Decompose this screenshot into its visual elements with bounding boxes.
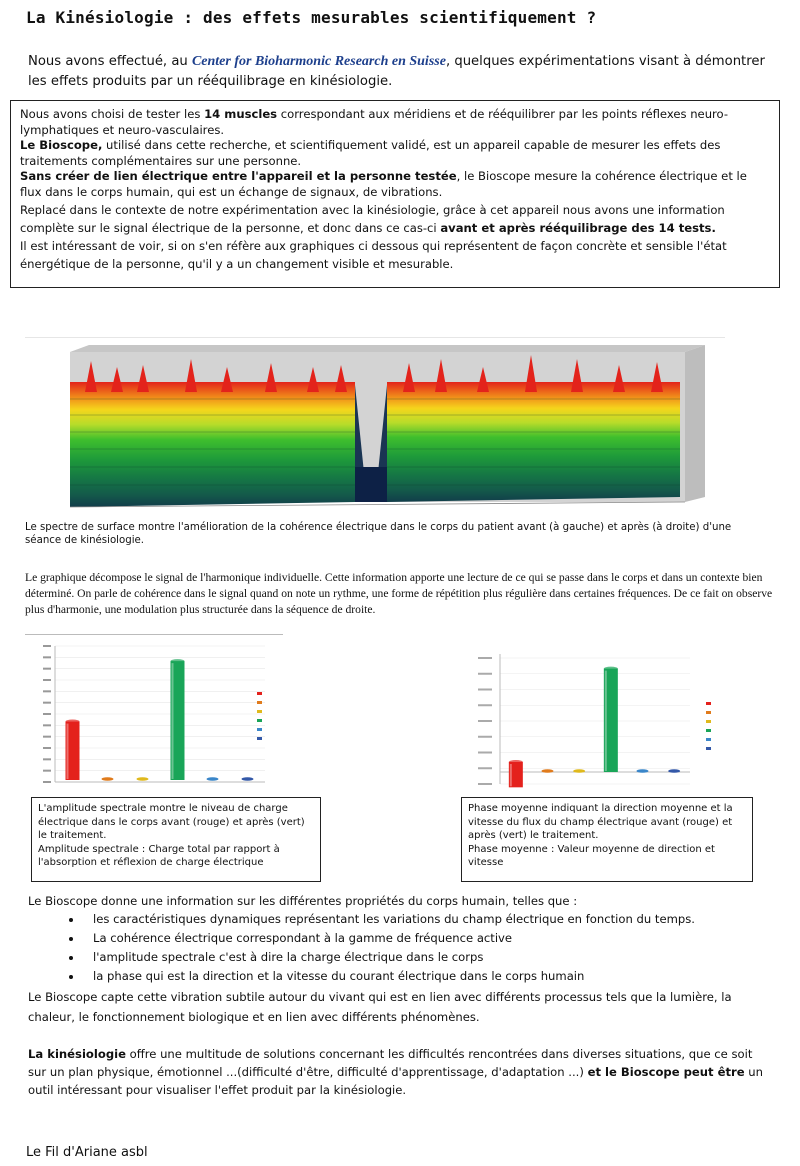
box-p1-post: correspondant aux méridiens et de rééquilibrer par les points réflexes neuro-lymphatiques et neuro-vasculaires. <box>20 107 729 137</box>
chart1-legend-swatch <box>257 710 262 713</box>
chart2-legend <box>706 702 711 750</box>
chart2-y-tick <box>478 689 492 691</box>
phase-caption-text: Phase moyenne indiquant la direction moyenne et la vitesse du flux du champ électrique avant (rouge) et après (vert) le traitement. <box>468 803 733 841</box>
chart2-bar <box>668 769 680 773</box>
chart2-y-tick <box>478 720 492 722</box>
chart1-y-tick <box>43 781 51 783</box>
chart1-bar <box>66 720 80 780</box>
property-list <box>28 911 773 984</box>
harmonic-paragraph: Le graphique décompose le signal de l'harmonique individuelle. Cette information apporte une lecture de ce qui se passe dans le corps et dans un contexte bien déterminé. On parle de cohérence dans le signal quand on note un rythme, une forme de répétition plus régulière dans certaines fréquences. De ce fait on observe plus d'harmonie, une modulation plus structurée dans la séquence de droite. <box>25 571 773 616</box>
footer-organization: Le Fil d'Ariane asbl <box>26 1145 148 1160</box>
intro-paragraph <box>28 52 768 92</box>
chart1-y-tick <box>43 645 51 647</box>
chart1-y-tick <box>43 747 51 749</box>
chart1-y-tick <box>43 679 51 681</box>
bioscope-section <box>28 893 773 1027</box>
box-p1-pre: Nous avons choisi de tester les <box>20 107 205 121</box>
chart2-legend-swatch <box>706 729 711 732</box>
bioscope-capture-paragraph: Le Bioscope capte cette vibration subtile autour du vivant qui est en lien avec différents processus tels que la lumière, la chaleur, le fonctionnement biologique et en lien avec différents phénomènes. <box>28 990 732 1024</box>
chart1-bar <box>171 659 185 780</box>
chart2-legend-swatch <box>706 711 711 714</box>
property-item: • les caractéristiques dynamiques représentant les variations du champ électrique en fonction du temps. <box>83 911 773 927</box>
chart1-bars <box>66 659 254 781</box>
right-wall <box>685 345 705 502</box>
chart2-y-tick <box>478 704 492 706</box>
chart1-y-tick <box>43 724 51 726</box>
chart1-legend-swatch <box>257 692 262 695</box>
chart1-bar <box>207 777 219 781</box>
chart1-legend-swatch <box>257 728 262 731</box>
box-p2 <box>20 138 770 169</box>
average-phase-chart <box>470 648 742 796</box>
chart1-legend-swatch <box>257 719 262 722</box>
chart2-legend-swatch <box>706 738 711 741</box>
chart1-y-tick <box>43 713 51 715</box>
research-center-name: Center for Bioharmonic Research en Suisse <box>191 54 446 69</box>
chart2-bar <box>637 769 649 773</box>
phase-definition: Phase moyenne : Valeur moyenne de direction et vitesse <box>468 843 715 868</box>
chart2-bar <box>542 769 554 773</box>
chart2-bars <box>509 667 680 788</box>
box-p1 <box>20 107 770 138</box>
box-p3-post: , le Bioscope mesure la cohérence électrique et le flux dans le corps humain, qui est un échange de signaux, de vibrations. <box>20 169 747 199</box>
chart2-bar <box>604 667 618 772</box>
box-p2-post: utilisé dans cette recherche, et scientifiquement validé, est un appareil capable de mesurer les effets des traitements complémentaires sur une personne. <box>20 138 721 168</box>
chart2-legend-swatch <box>706 702 711 705</box>
chart1-y-tick <box>43 690 51 692</box>
chart1-y-tick <box>43 758 51 760</box>
box-p3 <box>20 169 770 200</box>
property-item: • la phase qui est la direction et la vitesse du courant électrique dans le corps humain <box>83 968 773 984</box>
chart2-legend-swatch <box>706 747 711 750</box>
chart2-y-tick <box>478 736 492 738</box>
page-title: La Kinésiologie : des effets mesurables scientifiquement ? <box>26 8 597 27</box>
property-item: • l'amplitude spectrale c'est à dire la charge électrique dans le corps <box>83 949 773 965</box>
chart2-y-tick <box>478 752 492 754</box>
chart1-y-tick <box>43 702 51 704</box>
top-wall <box>70 345 705 352</box>
box-p1-bold: 14 muscles <box>204 107 278 121</box>
box-p4-pre: Replacé dans le contexte de notre expérimentation avec la kinésiologie, grâce à cet appareil nous avons une information complète sur le signal électrique de la personne, et donc dans ce cas-ci <box>20 202 725 235</box>
box-p3-bold: Sans créer de lien électrique entre l'appareil et la personne testée <box>20 169 457 184</box>
method-box <box>10 100 780 288</box>
box-p2-bold: Le Bioscope, <box>20 138 103 153</box>
gap-trough <box>355 467 387 502</box>
chart1-legend-swatch <box>257 701 262 704</box>
kine-bold-2: et le Bioscope peut être <box>587 1065 745 1079</box>
bioscope-lead: Le Bioscope donne une information sur les différentes propriétés du corps humain, telles que : <box>28 894 578 908</box>
chart2-y-tick <box>478 783 492 785</box>
kine-end: un outil intéressant pour visualiser l'effet produit par la kinésiologie. <box>28 1065 763 1097</box>
chart2-y-tick <box>478 767 492 769</box>
chart1-legend <box>257 692 262 740</box>
surface-after <box>387 382 680 502</box>
box-p5 <box>20 237 770 273</box>
chart1-bar <box>242 777 254 781</box>
chart2-bar <box>573 769 585 773</box>
spectrum-caption: Le spectre de surface montre l'amélioration de la cohérence électrique dans le corps du patient avant (à gauche) et après (à droite) d'une séance de kinésiologie. <box>25 522 732 546</box>
surface-spectrum-figure <box>25 337 725 519</box>
kine-mid: offre une multitude de solutions concernant les difficultés rencontrées dans diverses situations, que ce soit sur un plan physique, émotionnel ...(difficulté d'être, difficulté d'apprentissage, d'adaptation ...) <box>28 1047 753 1079</box>
kine-bold-1: La kinésiologie <box>28 1047 126 1061</box>
chart2-bar <box>509 760 523 787</box>
chart2-legend-swatch <box>706 720 711 723</box>
spectral-amplitude-chart <box>25 634 283 796</box>
chart1-y-tick <box>43 736 51 738</box>
amplitude-definition: Amplitude spectrale : Charge total par rapport à l'absorption et réflexion de charge électrique <box>38 843 280 868</box>
chart1-y-tick <box>43 656 51 658</box>
chart2-y-tick <box>478 673 492 675</box>
box-p4 <box>20 201 770 237</box>
intro-post: , quelques expérimentations visant à démontrer les effets produits par un rééquilibrage en kinésiologie. <box>28 54 765 89</box>
surface-before <box>70 382 355 507</box>
intro-pre: Nous avons effectué, au <box>28 54 192 69</box>
amplitude-caption-text: L'amplitude spectrale montre le niveau de charge électrique dans le corps avant (rouge) et après (vert) le traitement. <box>38 803 305 841</box>
chart1-bar <box>137 777 149 781</box>
box-p5-text: Il est intéressant de voir, si on s'en réfère aux graphiques ci dessous qui représentent de façon concrète et sensible l'état énergétique de la personne, qu'il y a un changement visible et mesurable. <box>20 238 727 271</box>
box-p4-bold: avant et après rééquilibrage des 14 tests. <box>440 220 716 235</box>
chart2-y-tick <box>478 657 492 659</box>
phase-caption-box <box>461 797 753 882</box>
property-item: • La cohérence électrique correspondant à la gamme de fréquence active <box>83 930 773 946</box>
amplitude-caption-box <box>31 797 321 882</box>
kinesiology-paragraph <box>28 1045 773 1099</box>
chart1-legend-swatch <box>257 737 262 740</box>
chart1-y-tick <box>43 668 51 670</box>
chart1-bar <box>102 777 114 781</box>
chart1-y-tick <box>43 770 51 772</box>
